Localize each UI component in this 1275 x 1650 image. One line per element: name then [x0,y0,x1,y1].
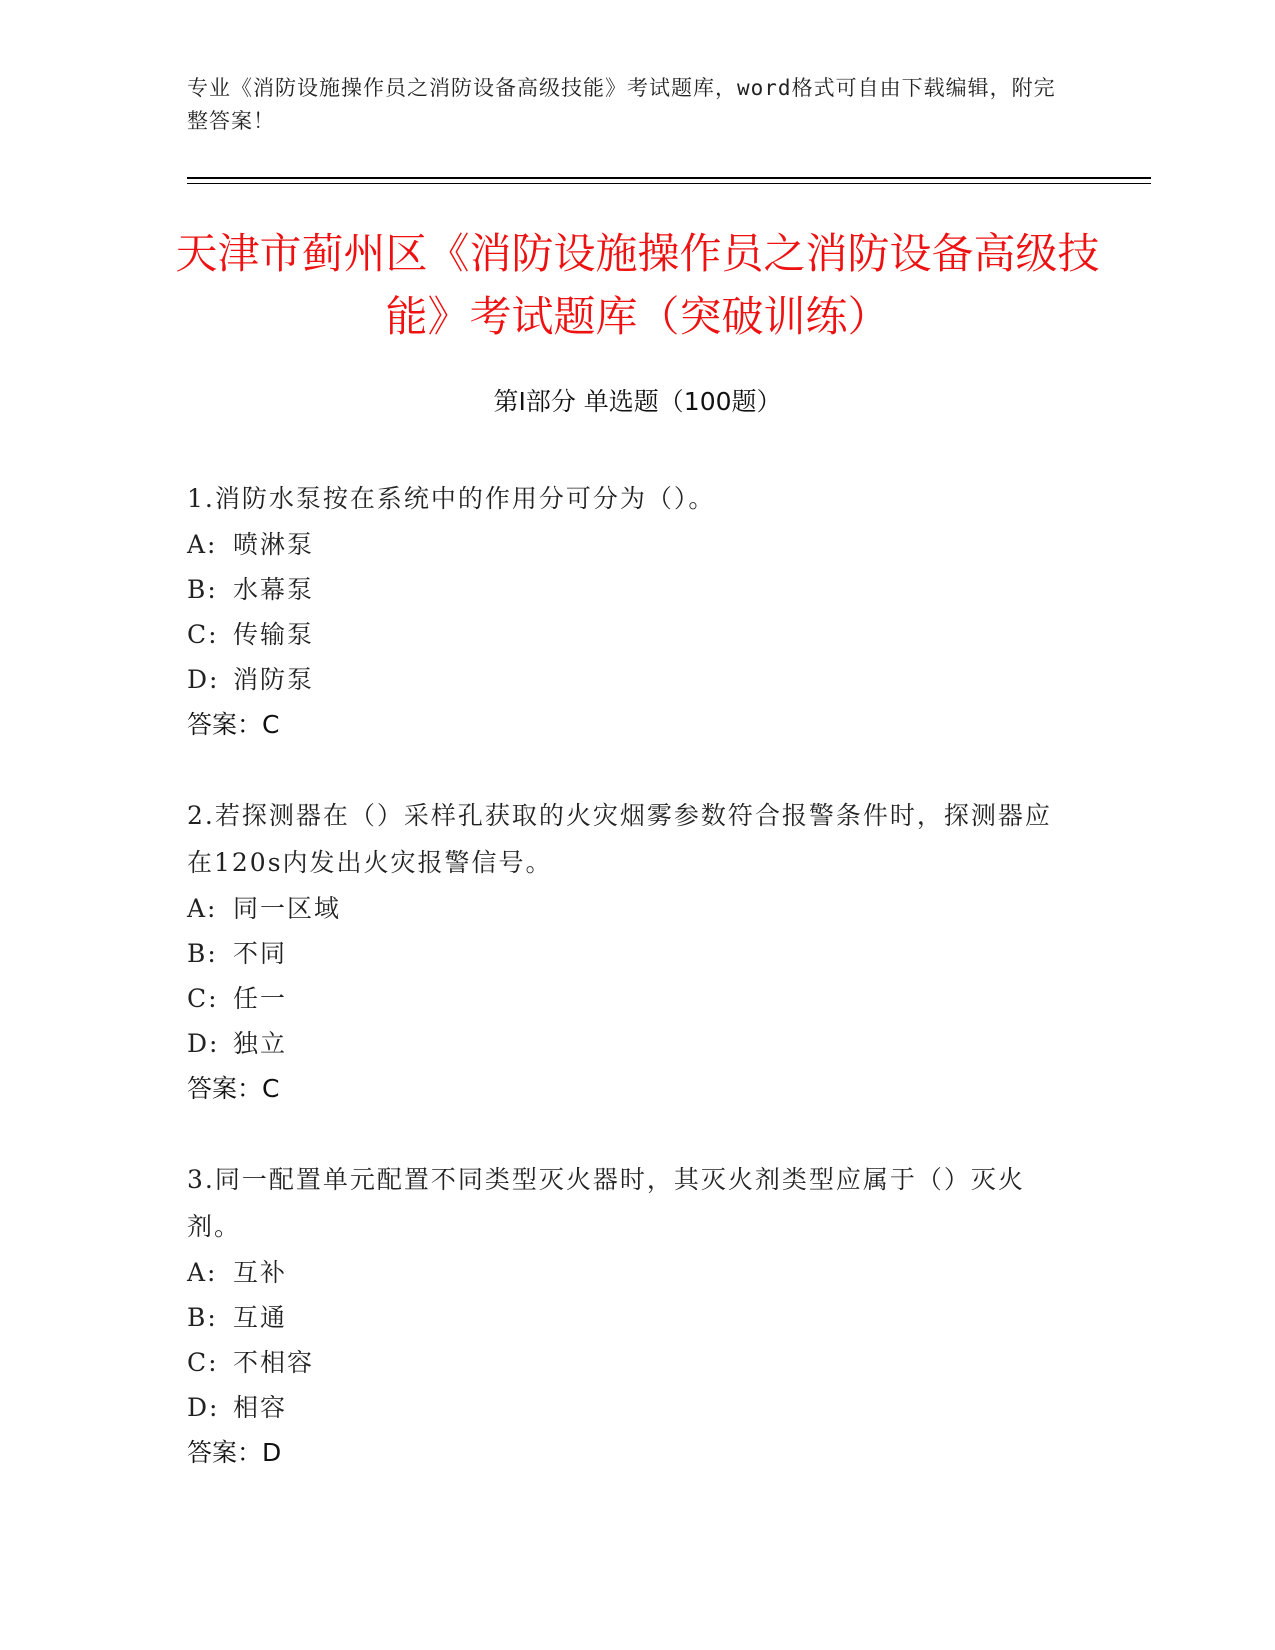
header-divider-thick [187,177,1151,179]
answer-line: 答案：C [187,1074,280,1103]
section-title: 第Ⅰ部分 单选题（100题） [493,387,782,416]
option-text: 消防泵 [233,665,315,694]
header-divider-thin [187,183,1151,184]
answer-line: 答案：C [187,710,280,739]
option-d [187,657,1067,702]
option-text: 互补 [233,1258,288,1287]
option-a [187,522,1067,567]
option-key: A: [187,1258,218,1287]
option-text: 不同 [233,939,288,968]
option-key: C: [187,984,219,1013]
question-list [187,475,1067,1520]
option-text: 互通 [233,1303,288,1332]
option-key: D: [187,1393,220,1422]
option-b [187,1295,1067,1340]
option-key: D: [187,665,220,694]
option-b [187,931,1067,976]
question-stem: 3.同一配置单元配置不同类型灭火器时，其灭火剂类型应属于（）灭火剂。 [187,1165,1025,1241]
question-2 [187,792,1067,1111]
option-text: 相容 [233,1393,288,1422]
question-1 [187,475,1067,747]
option-d [187,1021,1067,1066]
document-title: 天津市蓟州区《消防设施操作员之消防设备高级技能》考试题库（突破训练） [175,229,1100,341]
option-a [187,1250,1067,1295]
option-key: D: [187,1029,220,1058]
option-text: 独立 [233,1029,288,1058]
option-key: A: [187,530,218,559]
option-key: C: [187,1348,219,1377]
option-text: 喷淋泵 [233,530,315,559]
header-note: 专业《消防设施操作员之消防设备高级技能》考试题库，word格式可自由下载编辑，附完整答案！ [187,76,1056,133]
option-key: C: [187,620,219,649]
option-c [187,612,1067,657]
option-d [187,1385,1067,1430]
answer-line: 答案：D [187,1438,282,1467]
question-stem: 2.若探测器在（）采样孔获取的火灾烟雾参数符合报警条件时，探测器应在120s内发出火灾报警信号。 [187,801,1052,877]
option-text: 不相容 [233,1348,315,1377]
option-text: 水幕泵 [233,575,315,604]
option-key: B: [187,1303,218,1332]
question-stem: 1.消防水泵按在系统中的作用分可分为（）。 [187,484,716,513]
option-text: 同一区域 [233,894,342,923]
option-text: 传输泵 [233,620,315,649]
option-key: A: [187,894,218,923]
option-a [187,886,1067,931]
option-text: 任一 [233,984,288,1013]
option-key: B: [187,575,218,604]
option-c [187,1340,1067,1385]
option-b [187,567,1067,612]
option-c [187,976,1067,1021]
question-3 [187,1156,1067,1475]
option-key: B: [187,939,218,968]
